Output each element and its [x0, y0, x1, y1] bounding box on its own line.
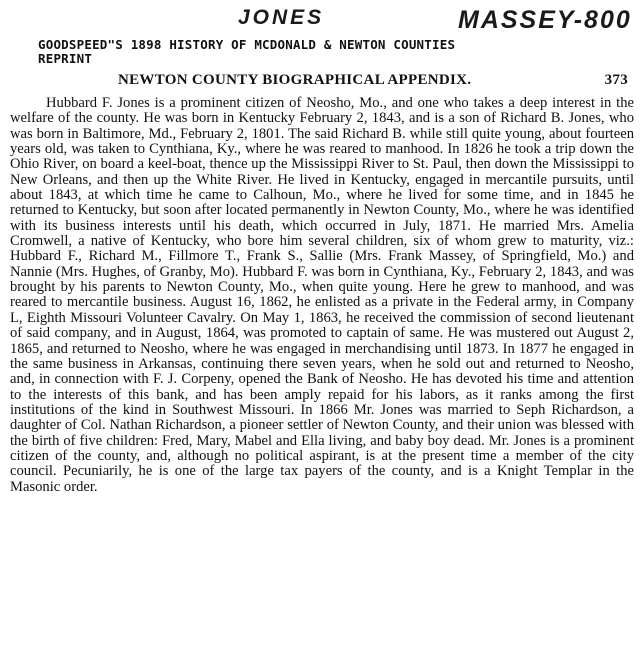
handwritten-reference: MASSEY-800 — [458, 6, 632, 34]
handwritten-surname: JONES — [238, 6, 325, 29]
source-reprint-label: REPRINT — [38, 51, 93, 66]
source-title: GOODSPEED"S 1898 HISTORY OF MCDONALD & NEWTON COUNTIES — [38, 37, 456, 52]
biography-paragraph: Hubbard F. Jones is a prominent citizen of Neosho, Mo., and one who takes a deep interest in the welfare of the county. He was born in Kentucky February 2, 1843, and is a son of Richard B. Jones, who was born in Baltimore, Md., February 2, 1801. The said Richard B. while still quite young, about fourteen years old, was taken to Cynthiana, Ky., where he was reared to manhood. In 1826 he took a trip down the Ohio River, on board a keel-boat, thence up the Mississippi River to St. Paul, then down the Mississippi to New Orleans, and then up the White River. He lived in Kentucky, engaged in mercantile pursuits, until about 1843, at which time he came to Calhoun, Mo., where he lived for some time, and in 1845 he returned to Kentucky, but soon after located permanently in Newton County, Mo., where he was identified with its business interests until his death, which occurred in July, 1871. He married Mrs. Amelia Cromwell, a native of Kentucky, who bore him several children, six of whom grew to maturity, viz.: Hubbard F., Richard M., Fillmore T., Frank S., Sallie (Mrs. Frank Massey, of Springfield, Mo.) and Nannie (Mrs. Hughes, of Granby, Mo). Hubbard F. was born in Cynthiana, Ky., February 2, 1843, and was brought by his parents to Newton County, Mo., when quite young. Here he grew to manhood, and was reared to mercantile business. August 16, 1862, he enlisted as a private in the Federal army, in Company L, Eighth Missouri Volunteer Cavalry. On May 1, 1863, he received the commission of second lieutenant of said company, and in August, 1864, was promoted to captain of same. He was mustered out August 2, 1865, and returned to Neosho, where he was engaged in merchandising until 1873. In 1877 he engaged in the same business in Arkansas, continuing there seven years, when he sold out and returned to Neosho, and, in connection with F. J. Corpeny, opened the Bank of Neosho. He has devoted his time and attention to the interests of this bank, and has been amply repaid for his labors, as it ranks among the first institutions of the kind in Southwest Missouri. In 1866 Mr. Jones was married to Seph Richardson, a daughter of Col. Nathan Richardson, a pioneer settler of Newton County, and their union was blessed with the birth of five children: Fred, Mary, Mabel and Ella living, and baby boy dead. Mr. Jones is a prominent citizen of the county, and, although no political aspirant, is at the present time a member of the city council. Pecuniarily, he is one of the large tax payers of the county, and is a Knight Templar in the Masonic order. — [10, 95, 634, 495]
section-title: NEWTON COUNTY BIOGRAPHICAL APPENDIX. — [118, 72, 472, 88]
page-number: 373 — [604, 72, 628, 88]
source-header — [38, 38, 628, 66]
running-head — [118, 72, 628, 89]
